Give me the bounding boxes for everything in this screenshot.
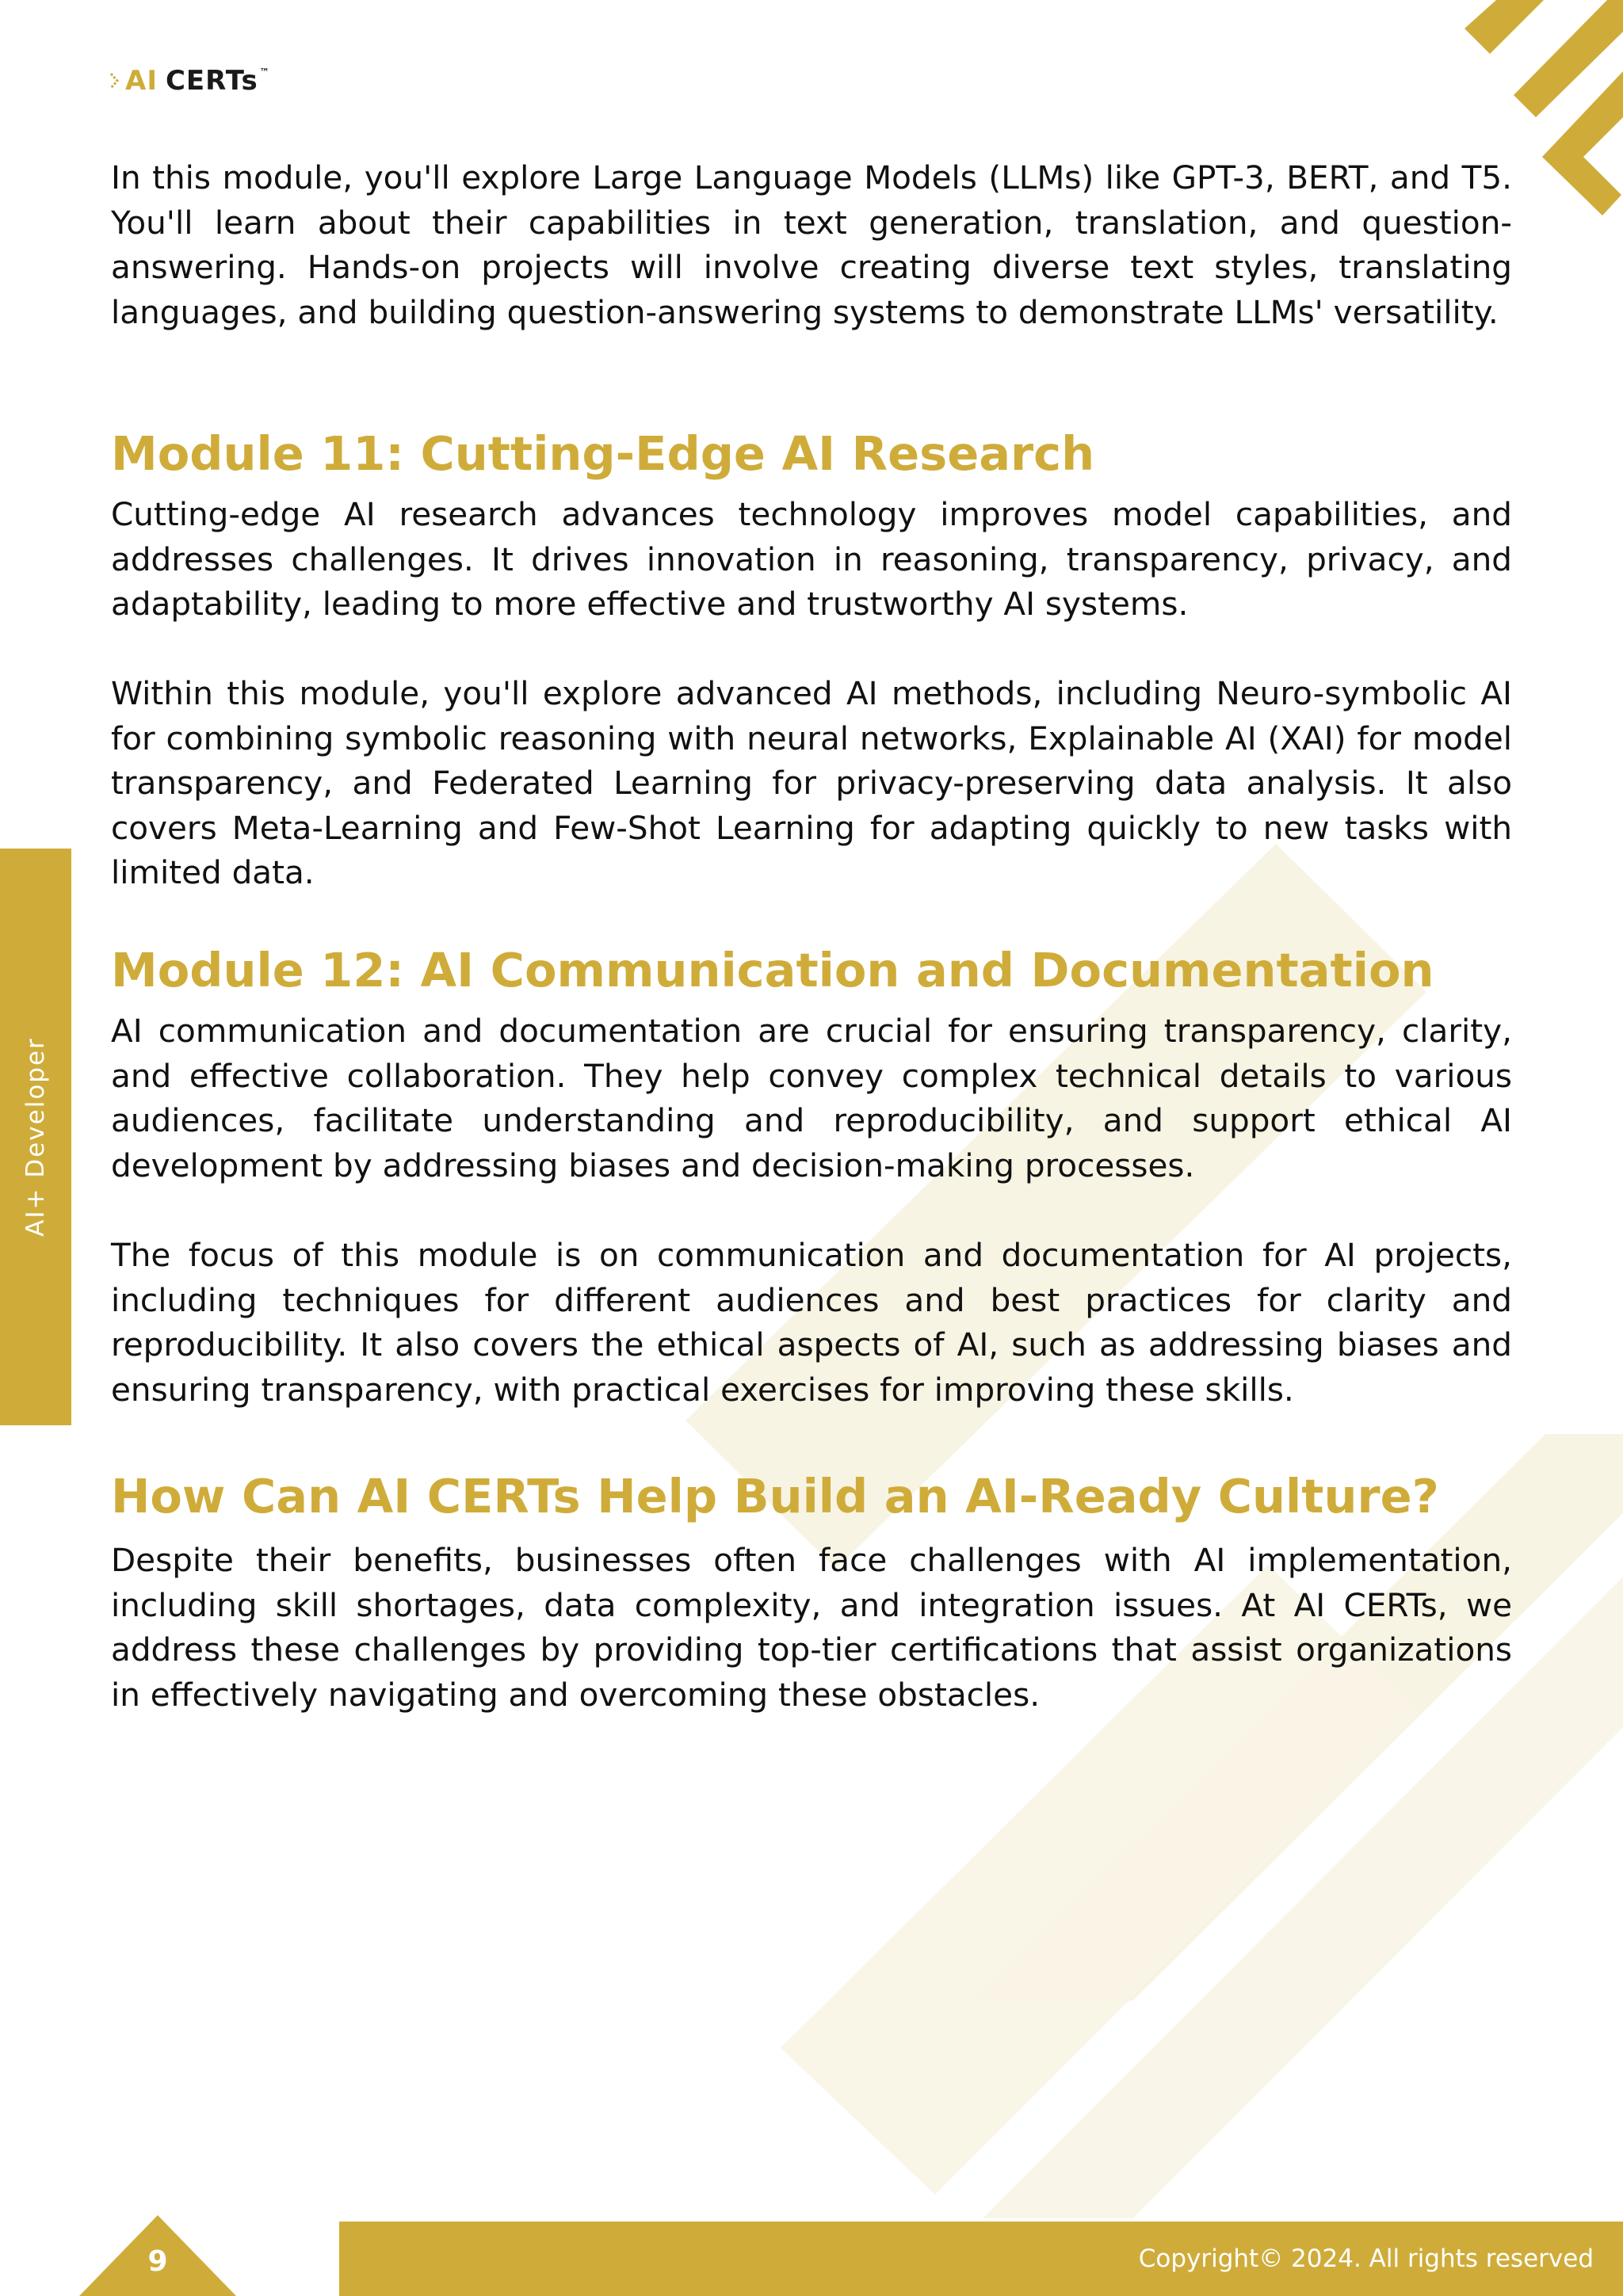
module-12-paragraph-2: The focus of this module is on communication and documentation for AI projects, including techniques for different audiences and best practices for clarity and reproducibility. It also covers the ethical aspects of AI, such as addressing biases and ensuring transparency, with practical exercises for improving these skills. <box>111 1236 1512 1409</box>
copyright-text: Copyright© 2024. All rights reserved <box>1138 2245 1594 2273</box>
module-11-paragraph-2: Within this module, you'll explore advanced AI methods, including Neuro-symbolic AI for combining symbolic reasoning with neural networks, Explainable AI (XAI) for model transparency, and Federated Learning for privacy-preserving data analysis. It also covers Meta-Learning and Few-Shot Learning for adapting quickly to new tasks with limited data. <box>111 674 1512 891</box>
module-12-heading: Module 12: AI Communication and Documentation <box>111 943 1434 997</box>
module-12-paragraph-1: AI communication and documentation are crucial for ensuring transparency, clarity, and effective collaboration. They help convey complex technical details to various audiences, facilitate understanding and reproducibility, and support ethical AI development by addressing biases and decision-making processes. <box>111 1012 1512 1184</box>
side-tab-label: AI+ Developer <box>21 1037 50 1237</box>
logo-trademark: ™ <box>259 67 269 78</box>
culture-paragraph: Despite their benefits, businesses often face challenges with AI implementation, including skill shortages, data complexity, and integration issues. At AI CERTs, we address these challenges by providing top-tier certifications that assist organizations in effectively navigating and overcoming these obstacles. <box>111 1541 1512 1714</box>
module-11-paragraph-1: Cutting-edge AI research advances technology improves model capabilities, and addresses challenges. It drives innovation in reasoning, transparency, privacy, and adaptability, leading to more effective and trustworthy AI systems. <box>111 495 1512 623</box>
culture-heading: How Can AI CERTs Help Build an AI-Ready Culture? <box>111 1469 1439 1524</box>
intro-paragraph: In this module, you'll explore Large Language Models (LLMs) like GPT-3, BERT, and T5. You'll learn about their capabilities in text generation, translation, and question-answering. Hands-on projects will involve creating diverse text styles, translating languages, and building question-answering systems to demonstrate LLMs' versatility. <box>111 158 1512 331</box>
side-tab <box>0 849 71 1425</box>
page-number: 9 <box>147 2245 168 2278</box>
footer-bar <box>339 2222 1623 2296</box>
logo-certs-text: CERTs <box>165 65 258 97</box>
logo-ai-text: AI <box>125 65 158 97</box>
module-11-heading: Module 11: Cutting-Edge AI Research <box>111 426 1095 481</box>
aicerts-logo <box>109 63 269 98</box>
logo-arrow-icon <box>109 71 120 90</box>
